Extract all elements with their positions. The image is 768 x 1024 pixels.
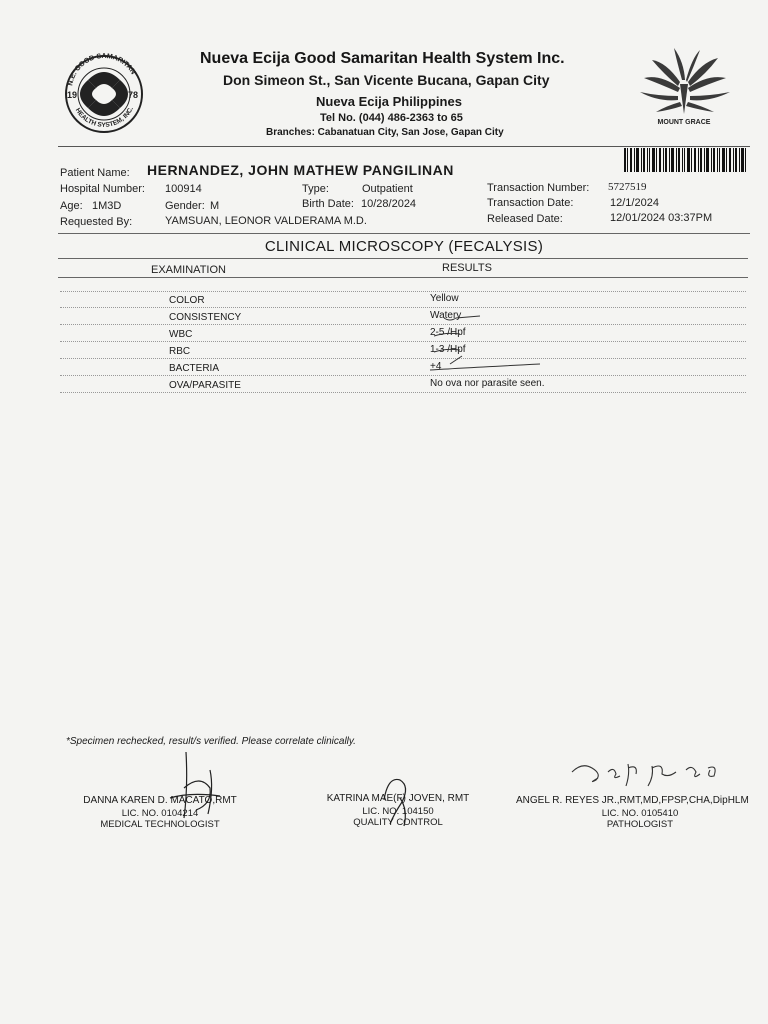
transaction-date-label: Transaction Date: [487, 197, 574, 209]
info-divider [58, 233, 750, 234]
signatory-3-role: PATHOLOGIST [606, 819, 674, 830]
handwritten-check-marks [420, 288, 540, 380]
row-divider [60, 307, 746, 308]
exam-consistency: CONSISTENCY [169, 312, 242, 323]
svg-text:19: 19 [67, 90, 78, 100]
column-header-examination: EXAMINATION [151, 264, 226, 276]
result-wbc: 2-5 /Hpf [430, 327, 466, 338]
row-divider [60, 324, 746, 325]
birth-date-label: Birth Date: [302, 198, 354, 210]
svg-text:N.E. GOOD SAMARITAN: N.E. GOOD SAMARITAN [67, 52, 137, 87]
birth-date: 10/28/2024 [361, 198, 417, 210]
type-label: Type: [302, 183, 329, 195]
svg-text:78: 78 [128, 90, 139, 100]
signatory-1-name: DANNA KAREN D. MACATO,RMT [83, 795, 237, 806]
signatory-1-role: MEDICAL TECHNOLOGIST [100, 819, 220, 830]
exam-bacteria: BACTERIA [169, 363, 220, 374]
transaction-number-label: Transaction Number: [487, 182, 590, 194]
exam-ova-parasite: OVA/PARASITE [169, 380, 241, 391]
report-title: CLINICAL MICROSCOPY (FECALYSIS) [264, 238, 544, 255]
hospital-logo [58, 50, 178, 138]
signatory-3-name: ANGEL R. REYES JR.,RMT,MD,FPSP,CHA,DipHLM [516, 795, 749, 806]
barcode [624, 148, 746, 172]
svg-text:HEALTH SYSTEM, INC.: HEALTH SYSTEM, INC. [73, 105, 135, 129]
requested-by-label: Requested By: [60, 216, 133, 228]
age-label: Age: [60, 200, 83, 212]
row-divider [60, 392, 746, 393]
title-underline [58, 258, 748, 259]
signatory-2-name: KATRINA MAE(F) JOVEN, RMT [326, 793, 470, 804]
column-header-divider [58, 277, 748, 278]
verification-note: *Specimen rechecked, result/s verified. Please correlate clinically. [66, 736, 356, 747]
hospital-number: 100914 [165, 183, 202, 195]
result-consistency: Watery [430, 310, 462, 321]
exam-rbc: RBC [169, 346, 191, 357]
requested-by: YAMSUAN, LEONOR VALDERAMA M.D. [165, 215, 367, 227]
signatory-2-role: QUALITY CONTROL [353, 817, 443, 828]
exam-color: COLOR [169, 295, 205, 306]
hospital-address: Don Simeon St., San Vicente Bucana, Gapan City [223, 72, 550, 88]
column-header-results: RESULTS [442, 262, 492, 274]
released-date-label: Released Date: [487, 213, 563, 225]
patient-name-label: Patient Name: [60, 167, 130, 179]
hospital-region: Nueva Ecija Philippines [316, 94, 462, 109]
row-divider [60, 358, 746, 359]
hospital-telephone: Tel No. (044) 486-2363 to 65 [320, 112, 463, 124]
gender: M [210, 200, 220, 212]
signatory-3-license: LIC. NO. 0105410 [601, 808, 679, 819]
patient-name: HERNANDEZ, JOHN MATHEW PANGILINAN [147, 162, 454, 178]
patient-type: Outpatient [362, 183, 413, 195]
gender-label: Gender: [165, 200, 205, 212]
signature-pathologist [568, 754, 724, 792]
transaction-number: 5727519 [608, 181, 647, 193]
signatory-1-license: LIC. NO. 0104214 [121, 808, 199, 819]
transaction-date: 12/1/2024 [610, 197, 659, 209]
signatory-2-license: LIC. NO. 104150 [362, 806, 434, 817]
hospital-branches: Branches: Cabanatuan City, San Jose, Gapan City [266, 127, 504, 138]
exam-wbc: WBC [169, 329, 193, 340]
released-date: 12/01/2024 03:37PM [610, 212, 713, 224]
hospital-title: Nueva Ecija Good Samaritan Health System Inc. [200, 50, 565, 67]
result-color: Yellow [430, 293, 459, 304]
age: 1M3D [92, 200, 122, 212]
svg-text:MOUNT GRACE: MOUNT GRACE [657, 119, 711, 126]
mount-grace-logo [630, 44, 738, 128]
result-bacteria: +4 [430, 361, 442, 372]
row-divider [60, 341, 746, 342]
hospital-number-label: Hospital Number: [60, 183, 145, 195]
row-divider [60, 375, 746, 376]
result-ova-parasite: No ova nor parasite seen. [430, 378, 545, 389]
result-rbc: 1-3 /Hpf [430, 344, 466, 355]
row-divider [60, 291, 746, 292]
header-divider [58, 146, 750, 147]
